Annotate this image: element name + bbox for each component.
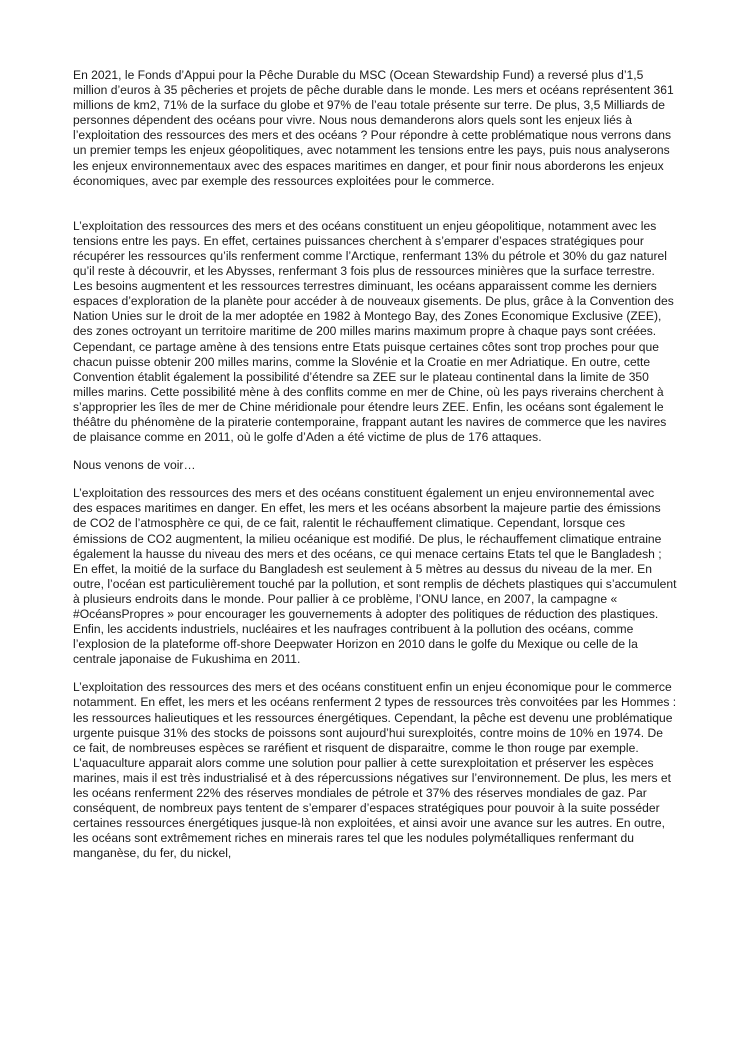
paragraph-economic-issues: L’exploitation des ressources des mers et des océans constituent enfin un enjeu économique pour le commerce notamment. En effet, les mers et les océans renferment 2 types de ressources très convoitées par les Hommes : les ressources halieutiques et les ressources énergétiques. Cependant, la pêche est devenu une problématique urgente puisque 31% des stocks de poissons sont aujourd’hui surexploités, contre moins de 10% en 1974. De ce fait, de nombreuses espèces se raréfient et risquent de disparaitre, comme le thon rouge par exemple. L’aquaculture apparait alors comme une solution pour pallier à cette surexploitation et préserver les espèces marines, mais il est très industrialisé et à des répercussions négatives sur l’environnement. De plus, les mers et les océans renferment 22% des réserves mondiales de pétrole et 37% des réserves mondiales de gaz. Par conséquent, de nombreux pays tentent de s’emparer d’espaces stratégiques pour pouvoir à la suite posséder certaines ressources énergétiques jusque-là non exploitées, et ainsi avoir une avance sur les autres. En outre, les océans sont extrêmement riches en minerais rares tel que les nodules polymétalliques renfermant du manganèse, du fer, du nickel,: [73, 680, 677, 861]
paragraph-introduction: En 2021, le Fonds d’Appui pour la Pêche Durable du MSC (Ocean Stewardship Fund) a reversé plus d’1,5 million d’euros à 35 pêcheries et projets de pêche durable dans le monde. Les mers et océans représentent 361 millions de km2, 71% de la surface du globe et 97% de l’eau totale présente sur terre. De plus, 3,5 Milliards de personnes dépendent des océans pour vivre. Nous nous demanderons alors quels sont les enjeux liés à l’exploitation des ressources des mers et des océans ? Pour répondre à cette problématique nous verrons dans un premier temps les enjeux géopolitiques, avec notamment les tensions entre les pays, puis nous analyserons les enjeux environnementaux avec des espaces maritimes en danger, et pour finir nous aborderons les enjeux économiques, avec par exemple des ressources exploitées pour le commerce.: [73, 68, 674, 188]
paragraph-transition: Nous venons de voir…: [73, 458, 196, 473]
paragraph-geopolitical-issues: L’exploitation des ressources des mers et des océans constituent un enjeu géopolitique, notamment avec les tensions entre les pays. En effet, certaines puissances cherchent à s’emparer d’espaces stratégiques pour récupérer les ressources qu’ils renferment comme l’Arctique, renfermant 13% du pétrole et 30% du gaz naturel qu’il reste à découvrir, et les Abysses, renfermant 3 fois plus de ressources minières que la surface terrestre. Les besoins augmentent et les ressources terrestres diminuant, les océans apparaissent comme les derniers espaces d’exploration de la planète pour accéder à de nouveaux gisements. De plus, grâce à la Convention des Nation Unies sur le droit de la mer adoptée en 1982 à Montego Bay, des Zones Economique Exclusive (ZEE), des zones octroyant un territoire maritime de 200 milles marins maximum propre à chaque pays sont créées. Cependant, ce partage amène à des tensions entre Etats puisque certaines côtes sont trop proches pour que chacun puisse obtenir 200 milles marins, comme la Slovénie et la Croatie en mer Adriatique. En outre, cette Convention établit également la possibilité d’étendre sa ZEE sur le plateau continental dans la limite de 350 milles marins. Cette possibilité mène à des conflits comme en mer de Chine, où les pays riverains cherchent à s’approprier les îles de mer de Chine méridionale pour étendre leurs ZEE. Enfin, les océans sont également le théâtre du phénomène de la piraterie contemporaine, frappant autant les navires de commerce que les navires de plaisance comme en 2011, où le golfe d’Aden a été victime de plus de 176 attaques.: [73, 218, 674, 445]
paragraph-environmental-issues: L’exploitation des ressources des mers et des océans constituent également un enjeu environnemental avec des espaces maritimes en danger. En effet, les mers et les océans absorbent la majeure partie des émissions de CO2 de l’atmosphère ce qui, de ce fait, ralentit le réchauffement climatique. Cependant, lorsque ces émissions de CO2 augmentent, la milieu océanique est modifié. De plus, le réchauffement climatique entraine également la hausse du niveau des mers et des océans, ce qui menace certains Etats tel que le Bangladesh ; En effet, la moitié de la surface du Bangladesh est seulement à 5 mètres au dessus du niveau de la mer. En outre, l’océan est particulièrement touché par la pollution, et sont remplis de déchets plastiques qui s’accumulent à plusieurs endroits dans le monde. Pour pallier à ce problème, l’ONU lance, en 2007, la campagne « #OcéansPropres » pour encourager les gouvernements à adopter des politiques de réduction des plastiques. Enfin, les accidents industriels, nucléaires et les naufrages contribuent à la pollution des océans, comme l’explosion de la plateforme off-shore Deepwater Horizon en 2010 dans le golfe du Mexique ou celle de la centrale japonaise de Fukushima en 2011.: [73, 486, 677, 667]
document-page: [73, 68, 677, 862]
